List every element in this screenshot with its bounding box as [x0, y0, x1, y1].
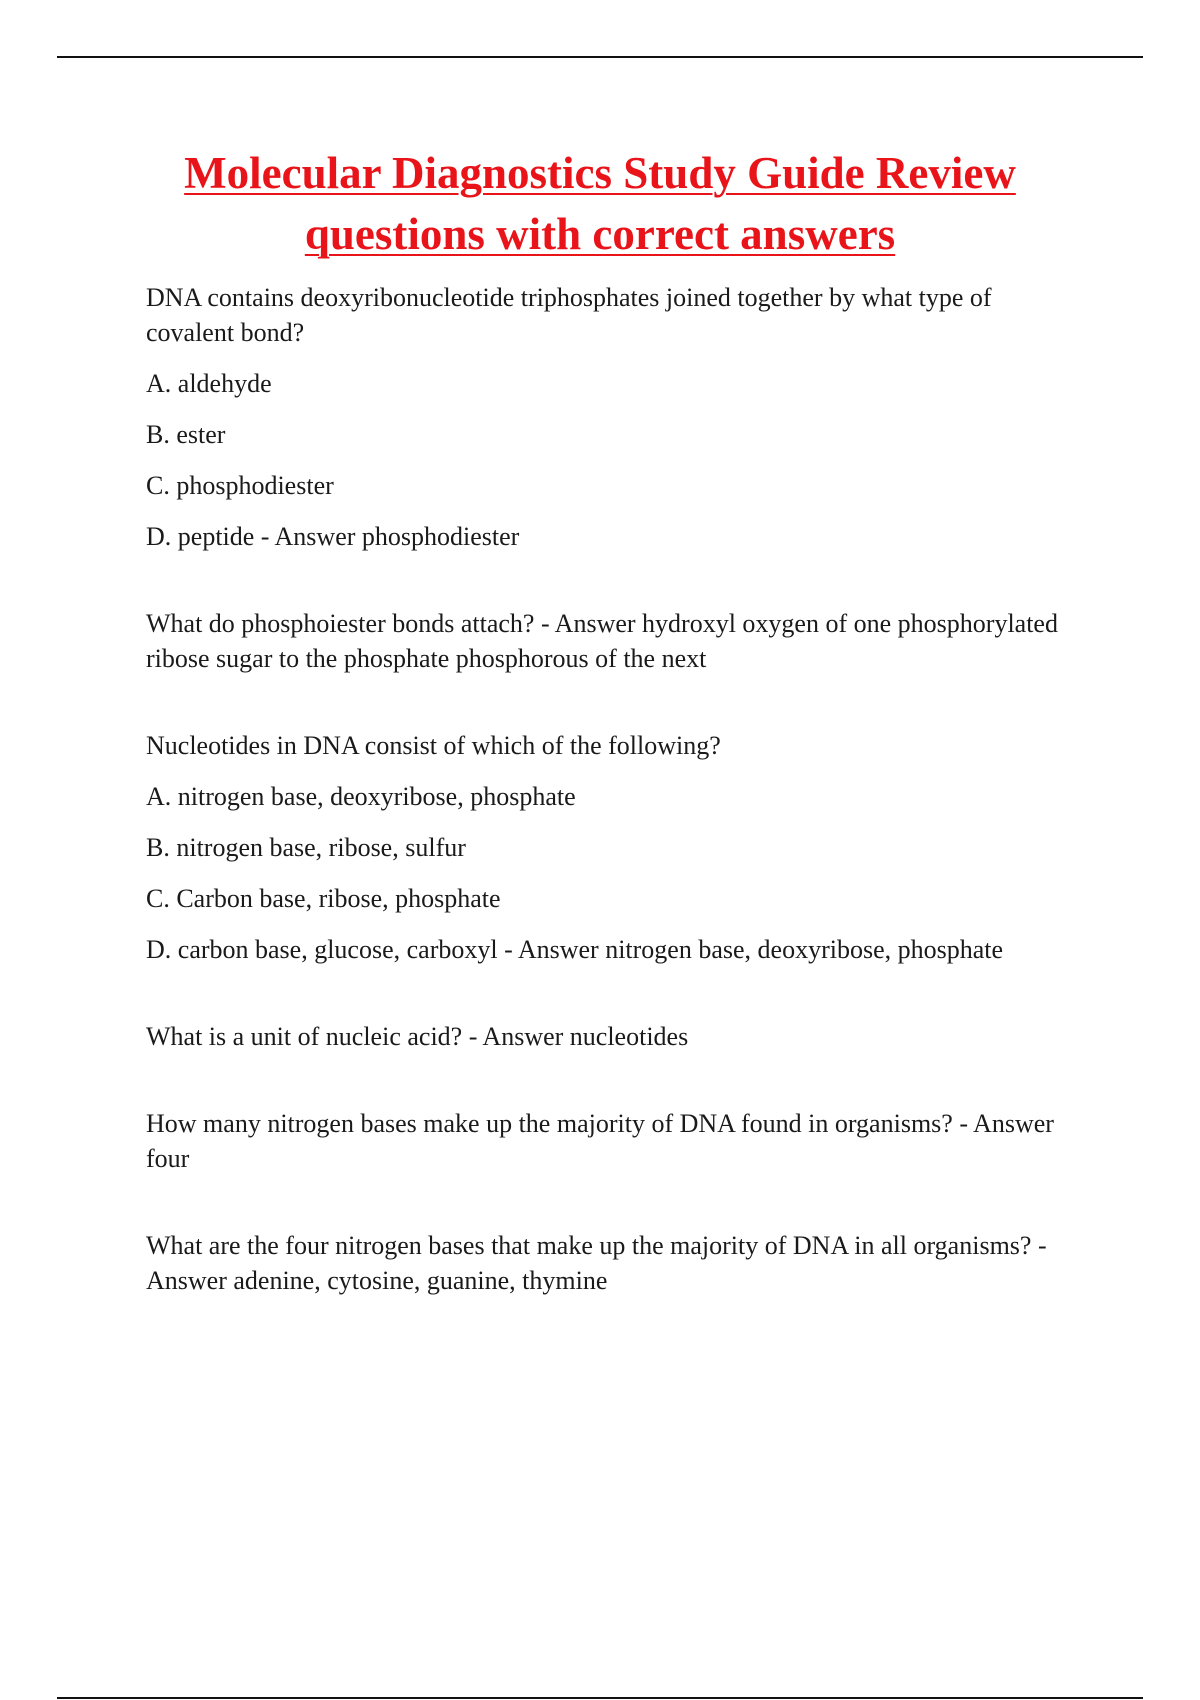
title-line-1: Molecular Diagnostics Study Guide Review	[184, 148, 1016, 198]
question-text: Nucleotides in DNA consist of which of the following?	[146, 731, 721, 760]
question-block	[146, 606, 1081, 676]
question-with-answer: What do phosphoiester bonds attach? - Answer hydroxyl oxygen of one phosphorylated ribose sugar to the phosphate phosphorous of the next	[146, 609, 1058, 673]
question-block	[146, 280, 1081, 554]
top-rule	[57, 56, 1143, 58]
answer-option: C. Carbon base, ribose, phosphate	[146, 884, 501, 913]
answer-option: C. phosphodiester	[146, 471, 334, 500]
bottom-rule	[57, 1697, 1143, 1699]
question-list	[146, 280, 1081, 1298]
question-with-answer: What are the four nitrogen bases that make up the majority of DNA in all organisms? - Answer adenine, cytosine, guanine, thymine	[146, 1231, 1047, 1295]
answer-option: A. aldehyde	[146, 369, 272, 398]
answer-option: A. nitrogen base, deoxyribose, phosphate	[146, 782, 576, 811]
document-title	[120, 143, 1080, 265]
question-block	[146, 1228, 1081, 1298]
answer-option: B. ester	[146, 420, 226, 449]
question-text: DNA contains deoxyribonucleotide triphosphates joined together by what type of covalent bond?	[146, 283, 992, 347]
question-block	[146, 1019, 1081, 1054]
answer-option-with-answer: D. carbon base, glucose, carboxyl - Answer nitrogen base, deoxyribose, phosphate	[146, 935, 1004, 964]
answer-option-with-answer: D. peptide - Answer phosphodiester	[146, 522, 520, 551]
title-line-2: questions with correct answers	[304, 209, 896, 259]
answer-option: B. nitrogen base, ribose, sulfur	[146, 833, 466, 862]
question-block	[146, 1106, 1081, 1176]
question-with-answer: What is a unit of nucleic acid? - Answer nucleotides	[146, 1022, 689, 1051]
question-with-answer: How many nitrogen bases make up the majority of DNA found in organisms? - Answer four	[146, 1109, 1054, 1173]
question-block	[146, 728, 1081, 967]
